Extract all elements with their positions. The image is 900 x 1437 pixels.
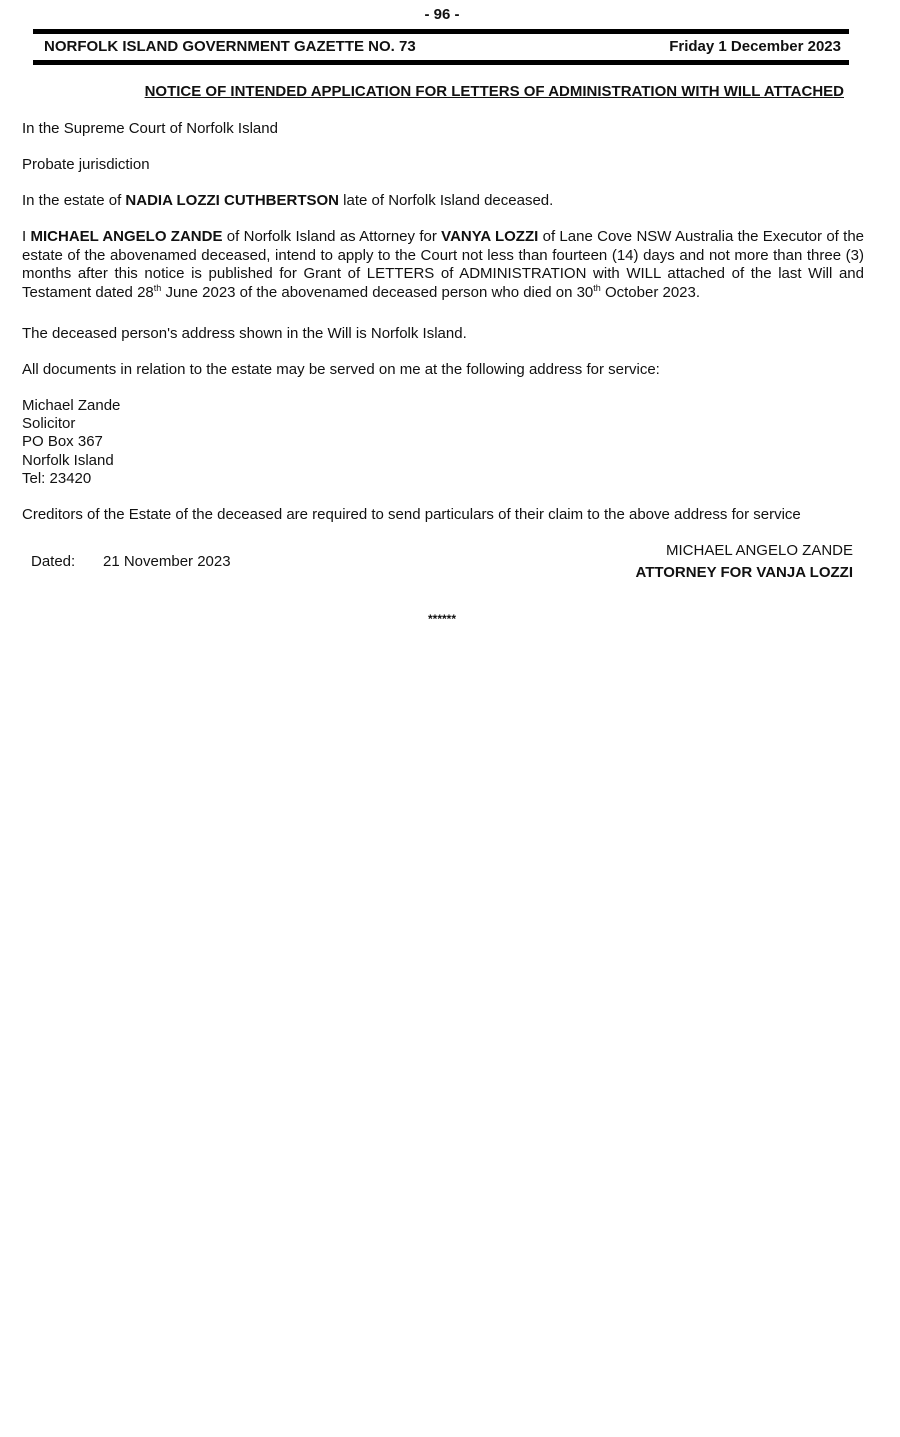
- intent-text-1: I: [22, 228, 31, 245]
- signatory-name: MICHAEL ANGELO ZANDE: [666, 542, 853, 559]
- dated-label: Dated:: [31, 553, 76, 570]
- header-top-rule: [33, 29, 849, 34]
- executor-name: VANYA LOZZI: [441, 228, 539, 245]
- service-po-box: PO Box 367: [22, 433, 103, 451]
- notice-heading: NOTICE OF INTENDED APPLICATION FOR LETTERS OF ADMINISTRATION WITH WILL ATTACHED: [144, 83, 844, 100]
- applicant-name: MICHAEL ANGELO ZANDE: [30, 228, 223, 245]
- intent-paragraph: [22, 228, 864, 302]
- intent-text-4: June 2023 of the abovenamed deceased person who died on 30: [161, 283, 594, 301]
- estate-paragraph: [22, 192, 864, 211]
- creditors-paragraph: Creditors of the Estate of the deceased are required to send particulars of their claim to the above address for service: [22, 506, 801, 523]
- intent-text-2: of Norfolk Island as Attorney for: [222, 228, 442, 245]
- jurisdiction-line: Probate jurisdiction: [22, 156, 150, 173]
- estate-suffix: late of Norfolk Island deceased.: [339, 192, 554, 209]
- intent-text-5: October 2023.: [600, 283, 701, 301]
- gazette-date: Friday 1 December 2023: [669, 38, 841, 55]
- page-number: - 96 -: [424, 6, 460, 23]
- service-name: Michael Zande: [22, 397, 121, 414]
- deceased-name: NADIA LOZZI CUTHBERTSON: [125, 192, 340, 209]
- court-line: In the Supreme Court of Norfolk Island: [22, 120, 278, 137]
- service-address: [22, 397, 864, 488]
- header-bottom-rule: [33, 60, 849, 65]
- service-title: Solicitor: [22, 415, 76, 433]
- signatory-role: ATTORNEY FOR VANJA LOZZI: [635, 564, 853, 581]
- estate-prefix: In the estate of: [22, 192, 126, 209]
- service-location: Norfolk Island: [22, 451, 114, 469]
- intent-text-3: of Lane Cove NSW Australia the Executor of the estate of the abovenamed deceased, intend to apply to the Court not less than fourteen (14) days and not more than three (3) months after this notice is published for Grant of LETTERS of ADMINISTRATION with WILL attached of the last Will and Testament dated 28: [22, 228, 865, 301]
- documents-paragraph: All documents in relation to the estate may be served on me at the following address for service:: [22, 361, 660, 378]
- death-date-suffix: th: [593, 282, 601, 293]
- gazette-title: NORFOLK ISLAND GOVERNMENT GAZETTE NO. 73: [44, 38, 416, 55]
- end-marks: ******: [427, 612, 457, 626]
- dated-value: 21 November 2023: [103, 553, 231, 570]
- will-date-suffix: th: [153, 282, 162, 293]
- address-in-will: The deceased person's address shown in the Will is Norfolk Island.: [22, 325, 467, 342]
- service-tel: Tel: 23420: [22, 469, 92, 487]
